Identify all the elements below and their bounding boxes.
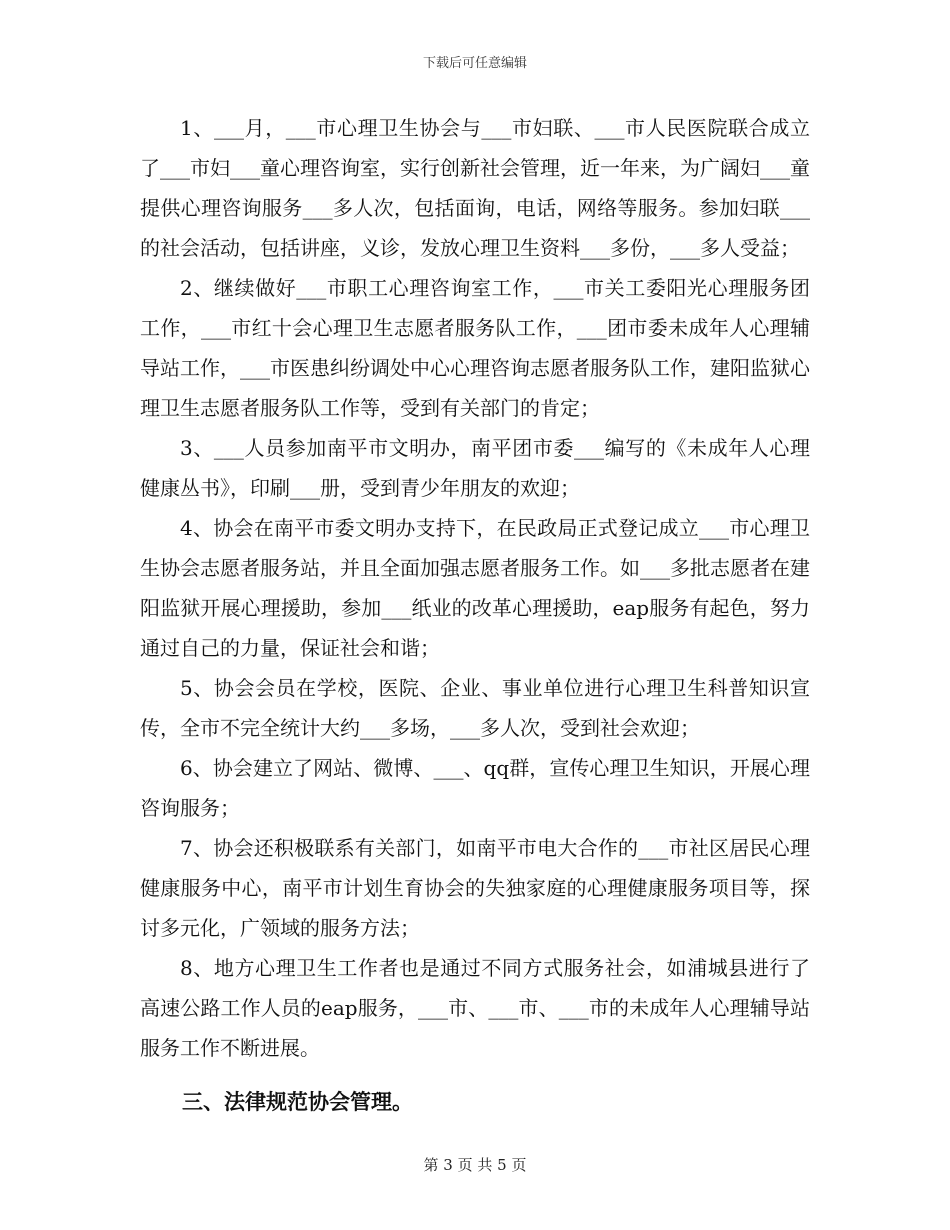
paragraph-6: 6、协会建立了网站、微博、___、qq群，宣传心理卫生知识，开展心理咨询服务； [140, 756, 810, 820]
document-body [140, 108, 810, 1122]
paragraph-7: 7、协会还积极联系有关部门，如南平市电大合作的___市社区居民心理健康服务中心，南平市计划生育协会的失独家庭的心理健康服务项目等，探讨多元化，广领域的服务方法； [140, 836, 810, 940]
paragraph-1: 1、___月，___市心理卫生协会与___市妇联、___市人民医院联合成立了___市妇___童心理咨询室，实行创新社会管理，近一年来，为广阔妇___童提供心理咨询服务___多人次，包括面询，电话，网络等服务。参加妇联___的社会活动，包括讲座，义诊，发放心理卫生资料___多份，___多人受益； [140, 116, 810, 260]
paragraph-2: 2、继续做好___市职工心理咨询室工作，___市关工委阳光心理服务团工作，___市红十会心理卫生志愿者服务队工作，___团市委未成年人心理辅导站工作，___市医患纠纷调处中心心理咨询志愿者服务队工作，建阳监狱心理卫生志愿者服务队工作等，受到有关部门的肯定； [140, 276, 810, 420]
page-header: 下载后可任意编辑 [422, 56, 527, 71]
paragraph-5: 5、协会会员在学校，医院、企业、事业单位进行心理卫生科普知识宣传，全市不完全统计大约___多场，___多人次，受到社会欢迎； [140, 676, 810, 740]
paragraph-3: 3、___人员参加南平市文明办，南平团市委___编写的《未成年人心理健康丛书》，印刷___册，受到青少年朋友的欢迎； [140, 436, 810, 500]
paragraph-4: 4、协会在南平市委文明办支持下，在民政局正式登记成立___市心理卫生协会志愿者服务站，并且全面加强志愿者服务工作。如___多批志愿者在建阳监狱开展心理援助，参加___纸业的改革心理援助，eap服务有起色，努力通过自己的力量，保证社会和谐； [140, 516, 810, 660]
section-heading: 三、法律规范协会管理。 [182, 1090, 413, 1114]
paragraph-8: 8、地方心理卫生工作者也是通过不同方式服务社会，如浦城县进行了高速公路工作人员的eap服务，___市、___市、___市的未成年人心理辅导站服务工作不断进展。 [140, 956, 810, 1060]
page-footer: 第 3 页 共 5 页 [423, 1156, 527, 1174]
